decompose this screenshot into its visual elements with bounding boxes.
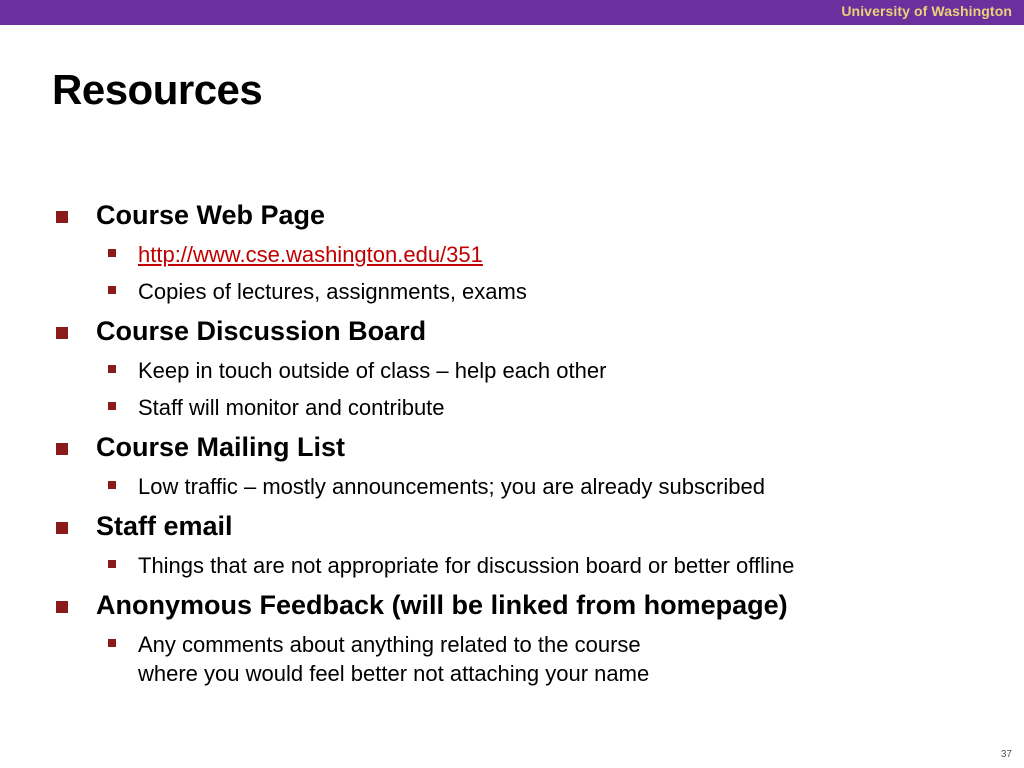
- course-web-link[interactable]: http://www.cse.washington.edu/351: [138, 242, 483, 267]
- sub-bullet-text: Low traffic – mostly announcements; you are already subscribed: [138, 474, 765, 499]
- slide-title: Resources: [52, 66, 263, 113]
- bullet-heading: Staff email: [96, 511, 233, 541]
- sub-bullet: [108, 356, 976, 385]
- bullet-course-web-page: [56, 198, 976, 232]
- bullet-heading: Course Discussion Board: [96, 316, 427, 346]
- square-bullet-icon: [56, 522, 68, 534]
- sub-bullet-text-line-1: Any comments about anything related to the course: [138, 632, 641, 657]
- bullet-anonymous-feedback: [56, 588, 976, 622]
- bullet-staff-email: [56, 509, 976, 543]
- sub-bullet: [108, 551, 976, 580]
- header-bar: [0, 0, 1024, 25]
- square-bullet-icon: [108, 249, 116, 257]
- bullet-heading: Anonymous Feedback (will be linked from homepage): [96, 590, 788, 620]
- bullet-heading: Course Mailing List: [96, 432, 346, 462]
- square-bullet-icon: [108, 481, 116, 489]
- bullet-list: [56, 198, 976, 688]
- square-bullet-icon: [56, 443, 68, 455]
- bullet-course-mailing-list: [56, 430, 976, 464]
- sub-bullet-text-block: [138, 630, 649, 688]
- institution-label: University of Washington: [841, 3, 1012, 19]
- square-bullet-icon: [56, 211, 68, 223]
- square-bullet-icon: [108, 286, 116, 294]
- square-bullet-icon: [108, 639, 116, 647]
- sub-bullet: [108, 472, 976, 501]
- sub-bullet: [108, 240, 976, 269]
- sub-bullet-text: Copies of lectures, assignments, exams: [138, 279, 527, 304]
- square-bullet-icon: [56, 601, 68, 613]
- sub-bullet: [108, 277, 976, 306]
- square-bullet-icon: [108, 402, 116, 410]
- sub-bullet: [108, 630, 976, 688]
- sub-bullet: [108, 393, 976, 422]
- bullet-heading: Course Web Page: [96, 200, 326, 230]
- sub-bullet-text: Things that are not appropriate for discussion board or better offline: [138, 553, 795, 578]
- sub-bullet-text: Keep in touch outside of class – help each other: [138, 358, 607, 383]
- square-bullet-icon: [56, 327, 68, 339]
- square-bullet-icon: [108, 560, 116, 568]
- square-bullet-icon: [108, 365, 116, 373]
- bullet-course-discussion-board: [56, 314, 976, 348]
- sub-bullet-text: Staff will monitor and contribute: [138, 395, 445, 420]
- page-number: 37: [1000, 749, 1012, 760]
- sub-bullet-text-line-2: where you would feel better not attaching your name: [138, 661, 650, 686]
